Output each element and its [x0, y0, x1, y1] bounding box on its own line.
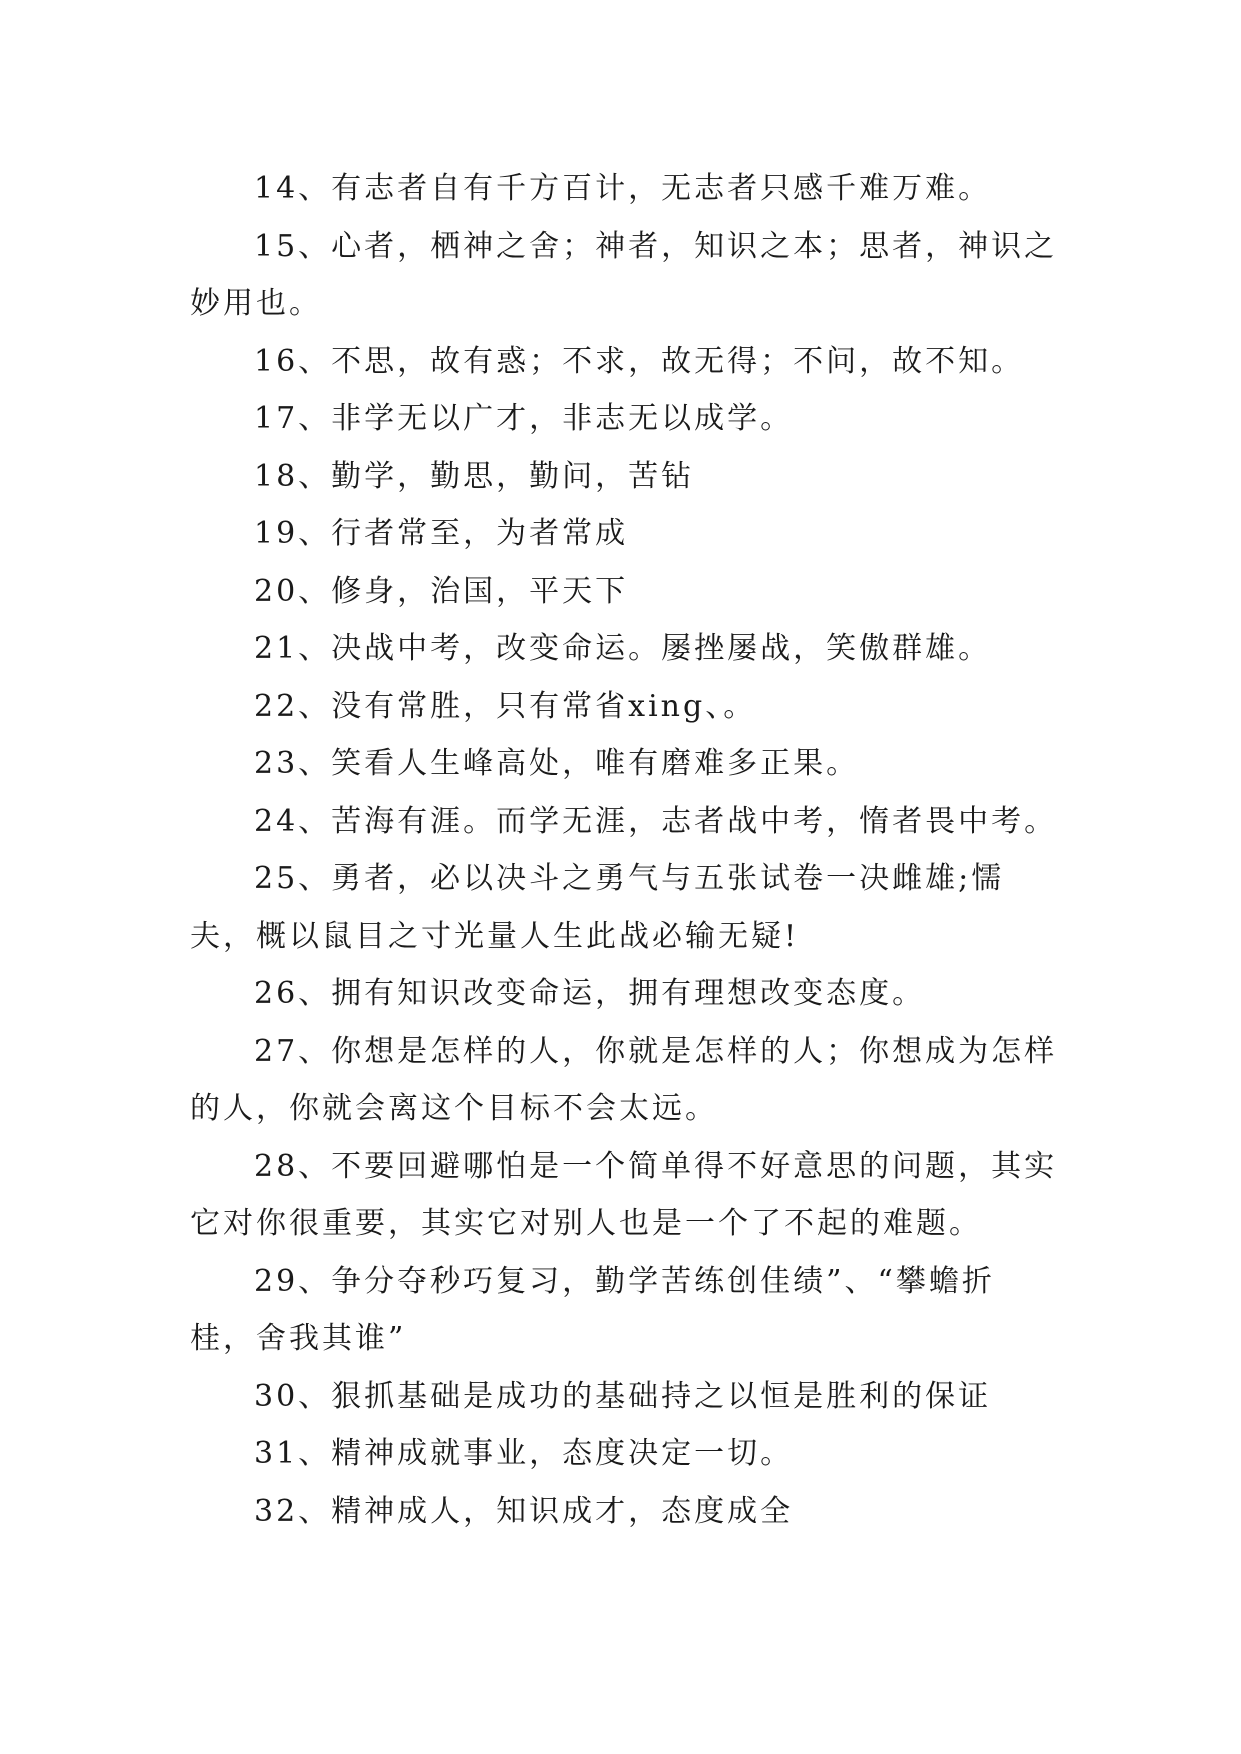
quote-29: 29、争分夺秒巧复习，勤学苦练创佳绩”、“攀蟾折桂，舍我其谁” [190, 1263, 995, 1356]
quote-14: 14、有志者自有千方百计，无志者只感千难万难。 [254, 171, 992, 206]
quote-27: 27、你想是怎样的人，你就是怎样的人；你想成为怎样的人，你就会离这个目标不会太远。 [190, 1033, 1058, 1126]
quote-23: 23、笑看人生峰高处，唯有磨难多正果。 [254, 746, 860, 781]
quote-32: 32、精神成人，知识成才，态度成全 [254, 1493, 794, 1529]
quote-31: 31、精神成就事业，态度决定一切。 [254, 1436, 794, 1471]
quote-16: 16、不思，故有惑；不求，故无得；不问，故不知。 [254, 343, 1025, 379]
quote-21: 21、决战中考，改变命运。屡挫屡战，笑傲群雄。 [254, 631, 992, 666]
quote-22: 22、没有常胜，只有常省xing、。 [254, 688, 757, 724]
quote-15: 15、心者，栖神之舍；神者，知识之本；思者，神识之妙用也。 [190, 228, 1058, 321]
quote-18: 18、勤学，勤思，勤问，苦钻 [254, 458, 695, 494]
quote-28: 28、不要回避哪怕是一个简单得不好意思的问题，其实它对你很重要，其实它对别人也是一个了不起的难题。 [190, 1148, 1058, 1241]
quote-list [190, 160, 1060, 1540]
quote-30: 30、狠抓基础是成功的基础持之以恒是胜利的保证 [254, 1378, 992, 1414]
quote-26: 26、拥有知识改变命运，拥有理想改变态度。 [254, 976, 926, 1011]
quote-17: 17、非学无以广才，非志无以成学。 [254, 401, 794, 436]
quote-20: 20、修身，治国，平天下 [254, 573, 629, 609]
quote-25: 25、勇者，必以决斗之勇气与五张试卷一决雌雄;懦夫，概以鼠目之寸光量人生此战必输无疑! [190, 861, 1005, 954]
quote-19: 19、行者常至，为者常成 [254, 516, 629, 551]
quote-24: 24、苦海有涯。而学无涯，志者战中考，惰者畏中考。 [254, 803, 1058, 839]
